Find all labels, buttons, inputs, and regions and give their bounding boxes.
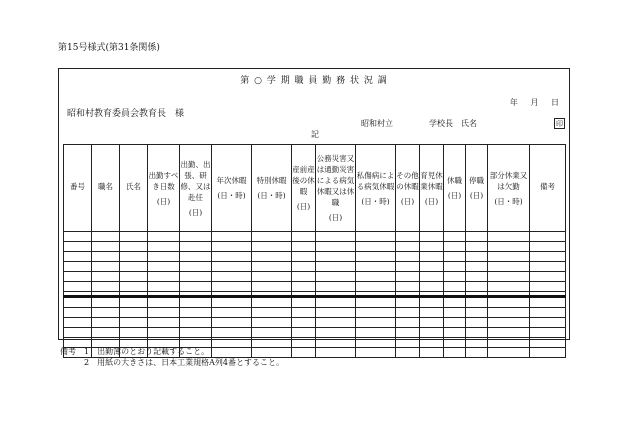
table-cell[interactable] [530,282,566,292]
table-cell[interactable] [120,318,148,328]
table-cell[interactable] [488,272,530,282]
table-cell[interactable] [530,252,566,262]
column-header-unit: (日・時) [217,191,246,200]
column-header-label: 停職 [469,176,484,185]
table-cell[interactable] [444,272,466,282]
table-cell[interactable] [180,272,212,282]
table-cell[interactable] [180,232,212,242]
table-cell[interactable] [92,328,120,338]
table-cell[interactable] [180,318,212,328]
table-cell[interactable] [420,348,444,358]
table-cell[interactable] [466,318,488,328]
column-header-unit: (日) [469,191,484,200]
table-cell[interactable] [92,282,120,292]
form-frame [58,68,570,340]
table-cell[interactable] [530,262,566,272]
column-header-label: 職名 [98,181,113,191]
table-cell[interactable] [444,242,466,252]
column-header [316,145,356,232]
notes [60,346,284,368]
table-cell[interactable] [396,232,420,242]
table-cell[interactable] [292,242,316,252]
table-cell[interactable] [64,232,92,242]
table-cell[interactable] [420,297,444,308]
principal-name-field: 学校長 氏名 [429,119,477,128]
table-cell[interactable] [356,318,396,328]
table-cell[interactable] [148,242,180,252]
table-cell[interactable] [466,328,488,338]
table-cell[interactable] [530,328,566,338]
table-cell[interactable] [488,318,530,328]
table-cell[interactable] [488,328,530,338]
column-header [420,145,444,232]
table-cell[interactable] [530,318,566,328]
column-header-unit: (日) [156,196,171,206]
table-cell[interactable] [120,272,148,282]
table-cell[interactable] [316,242,356,252]
table-cell[interactable] [148,252,180,262]
date-line: 年 月 日 [509,98,559,107]
column-header-unit: (日) [328,213,343,222]
table-cell[interactable] [488,242,530,252]
table-cell[interactable] [180,328,212,338]
table-cell[interactable] [212,318,252,328]
table-cell[interactable] [64,242,92,252]
table-cell[interactable] [316,297,356,308]
table-cell[interactable] [444,308,466,318]
table-cell[interactable] [530,338,566,348]
table-cell[interactable] [420,318,444,328]
table-cell[interactable] [316,308,356,318]
table-cell[interactable] [316,282,356,292]
table-row [64,272,566,282]
column-header-label: 氏名 [126,181,141,191]
table-cell[interactable] [466,252,488,262]
table-cell[interactable] [148,282,180,292]
table-cell[interactable] [252,297,292,308]
table-cell[interactable] [420,272,444,282]
table-cell[interactable] [92,262,120,272]
table-cell[interactable] [444,328,466,338]
column-header-label: 休職 [447,176,462,185]
table-cell[interactable] [92,252,120,262]
table-cell[interactable] [92,242,120,252]
column-header-label: 出勤すべき日数 [148,170,179,191]
table-cell[interactable] [444,297,466,308]
table-cell[interactable] [92,232,120,242]
table-cell[interactable] [444,282,466,292]
table-cell[interactable] [356,232,396,242]
table-cell[interactable] [120,232,148,242]
table-cell[interactable] [420,282,444,292]
table-cell[interactable] [180,242,212,252]
table-cell[interactable] [180,308,212,318]
table-cell[interactable] [212,272,252,282]
column-header-label: その他の休暇 [396,170,419,191]
form-title: 第 ○ 学 期 職 員 勤 務 状 況 調 [240,76,388,86]
attendance-table [63,144,566,358]
table-cell[interactable] [292,252,316,262]
table-cell[interactable] [466,348,488,358]
table-cell[interactable] [356,348,396,358]
table-cell[interactable] [212,308,252,318]
table-cell[interactable] [420,262,444,272]
table-cell[interactable] [396,297,420,308]
table-row [64,252,566,262]
table-cell[interactable] [212,252,252,262]
table-cell[interactable] [356,328,396,338]
table-cell[interactable] [120,252,148,262]
form-number: 第15号様式(第31条関係) [58,43,160,53]
table-cell[interactable] [396,348,420,358]
table-cell[interactable] [444,232,466,242]
column-header [120,145,148,232]
table-cell[interactable] [148,297,180,308]
table-cell[interactable] [530,348,566,358]
table-cell[interactable] [466,282,488,292]
table-cell[interactable] [212,262,252,272]
table-cell[interactable] [252,252,292,262]
table-cell[interactable] [64,308,92,318]
table-cell[interactable] [64,262,92,272]
table-cell[interactable] [420,242,444,252]
table-cell[interactable] [396,318,420,328]
table-cell[interactable] [120,262,148,272]
column-header [396,145,420,232]
table-cell[interactable] [148,232,180,242]
note-item: 備考 1 出勤簿のとおり記載すること。 [60,347,210,356]
table-cell[interactable] [488,262,530,272]
table-cell[interactable] [148,328,180,338]
table-cell[interactable] [444,318,466,328]
table-cell[interactable] [292,338,316,348]
table-cell[interactable] [292,282,316,292]
table-cell[interactable] [488,282,530,292]
table-cell[interactable] [92,308,120,318]
table-cell[interactable] [356,242,396,252]
table-cell[interactable] [316,252,356,262]
table-cell[interactable] [292,297,316,308]
table-cell[interactable] [252,318,292,328]
table-cell[interactable] [120,328,148,338]
table-cell[interactable] [356,262,396,272]
table-cell[interactable] [488,252,530,262]
column-header [180,145,212,232]
table-cell[interactable] [292,348,316,358]
table-cell[interactable] [148,308,180,318]
table-cell[interactable] [356,282,396,292]
table-cell[interactable] [396,328,420,338]
table-cell[interactable] [148,318,180,328]
column-header-label: 特別休暇 [256,176,287,185]
table-cell[interactable] [396,262,420,272]
table-cell[interactable] [292,262,316,272]
table-cell[interactable] [420,338,444,348]
table-cell[interactable] [356,338,396,348]
table-cell[interactable] [488,348,530,358]
table-cell[interactable] [466,242,488,252]
column-header-label: 番号 [70,181,85,191]
table-cell[interactable] [444,262,466,272]
table-cell[interactable] [64,282,92,292]
table-cell[interactable] [252,308,292,318]
column-header-label: 産前産後の休暇 [292,165,315,196]
table-cell[interactable] [356,272,396,282]
column-header-unit: (日) [188,207,203,217]
table-cell[interactable] [292,272,316,282]
table-cell[interactable] [396,252,420,262]
table-cell[interactable] [396,272,420,282]
school-name-field: 昭和村立 [361,119,393,128]
table-cell[interactable] [530,242,566,252]
table-cell[interactable] [396,338,420,348]
table-cell[interactable] [316,348,356,358]
table-cell[interactable] [212,328,252,338]
table-cell[interactable] [316,272,356,282]
table-cell[interactable] [64,252,92,262]
table-cell[interactable] [488,338,530,348]
table-row [64,282,566,292]
table-cell[interactable] [420,308,444,318]
seal-mark: 印 [556,120,563,128]
table-cell[interactable] [356,297,396,308]
column-header [466,145,488,232]
table-cell[interactable] [444,348,466,358]
column-header [252,145,292,232]
table-cell[interactable] [488,297,530,308]
table-cell[interactable] [120,308,148,318]
table-cell[interactable] [252,328,292,338]
table-cell[interactable] [252,232,292,242]
table-cell[interactable] [252,282,292,292]
table-cell[interactable] [292,308,316,318]
table-cell[interactable] [396,308,420,318]
column-header [356,145,396,232]
table-cell[interactable] [356,308,396,318]
column-header-unit: (日・時) [494,196,523,206]
table-cell[interactable] [530,308,566,318]
table-cell[interactable] [92,318,120,328]
column-header-unit: (日・時) [257,191,286,200]
column-header [148,145,180,232]
table-cell[interactable] [396,282,420,292]
column-header-unit: (日・時) [361,196,390,206]
table-row [64,242,566,252]
table-cell[interactable] [292,328,316,338]
table-cell[interactable] [316,338,356,348]
table-cell[interactable] [212,242,252,252]
table-cell[interactable] [316,318,356,328]
addressee: 昭和村教育委員会教育長 様 [67,109,185,119]
table-cell[interactable] [466,232,488,242]
table-cell[interactable] [530,272,566,282]
column-header-unit: (日) [296,202,311,211]
table-cell[interactable] [252,242,292,252]
table-cell[interactable] [488,308,530,318]
table-cell[interactable] [420,232,444,242]
table-cell[interactable] [148,262,180,272]
table-cell[interactable] [466,308,488,318]
column-header-label: 備考 [540,181,555,191]
column-header [212,145,252,232]
table-header-row [64,145,566,232]
table-cell[interactable] [120,282,148,292]
table-cell[interactable] [180,252,212,262]
table-cell[interactable] [64,328,92,338]
table-cell[interactable] [466,272,488,282]
table-cell[interactable] [120,242,148,252]
table-cell[interactable] [64,318,92,328]
table-cell[interactable] [92,297,120,308]
column-header [292,145,316,232]
column-header-unit: (日) [400,196,415,206]
table-cell[interactable] [180,297,212,308]
table-cell[interactable] [212,232,252,242]
column-header [92,145,120,232]
table-cell[interactable] [466,338,488,348]
table-row [64,262,566,272]
column-header-label: 出勤、出張、研修、又は赴任 [180,159,211,202]
table-row [64,232,566,242]
column-header-label: 年次休暇 [216,176,247,185]
table-row [64,318,566,328]
table-cell[interactable] [396,242,420,252]
table-cell[interactable] [92,272,120,282]
ki-heading: 記 [311,130,319,139]
table-cell[interactable] [444,338,466,348]
table-row [64,297,566,308]
table-cell[interactable] [292,318,316,328]
table-cell[interactable] [292,232,316,242]
table-cell[interactable] [148,272,180,282]
table-cell[interactable] [444,252,466,262]
table-cell[interactable] [316,232,356,242]
table-cell[interactable] [180,262,212,272]
table-cell[interactable] [212,282,252,292]
table-cell[interactable] [488,232,530,242]
note-item: 2 用紙の大きさは、日本工業規格A列4番とすること。 [60,358,284,368]
table-cell[interactable] [252,262,292,272]
table-cell[interactable] [466,297,488,308]
table-cell[interactable] [316,262,356,272]
table-cell[interactable] [64,272,92,282]
table-cell[interactable] [252,272,292,282]
table-cell[interactable] [466,262,488,272]
table-cell[interactable] [420,252,444,262]
table-cell[interactable] [420,328,444,338]
column-header-unit: (日) [424,196,439,206]
table-cell[interactable] [64,297,92,308]
table-cell[interactable] [530,297,566,308]
table-cell[interactable] [120,297,148,308]
column-header-unit: (日) [447,191,462,200]
column-header [444,145,466,232]
column-header [64,145,92,232]
column-header-label: 育児休業休暇 [420,170,443,191]
column-header [488,145,530,232]
table-cell[interactable] [180,282,212,292]
column-header-label: 公務災害又は通勤災害による病気休暇又は休職 [316,154,355,207]
column-header [530,145,566,232]
table-cell[interactable] [356,252,396,262]
column-header-label: 私傷病による病気休暇 [356,170,395,191]
table-cell[interactable] [212,297,252,308]
table-row [64,308,566,318]
table-cell[interactable] [316,328,356,338]
table-row [64,328,566,338]
table-cell[interactable] [530,232,566,242]
column-header-label: 部分休業又は欠勤 [489,170,528,191]
